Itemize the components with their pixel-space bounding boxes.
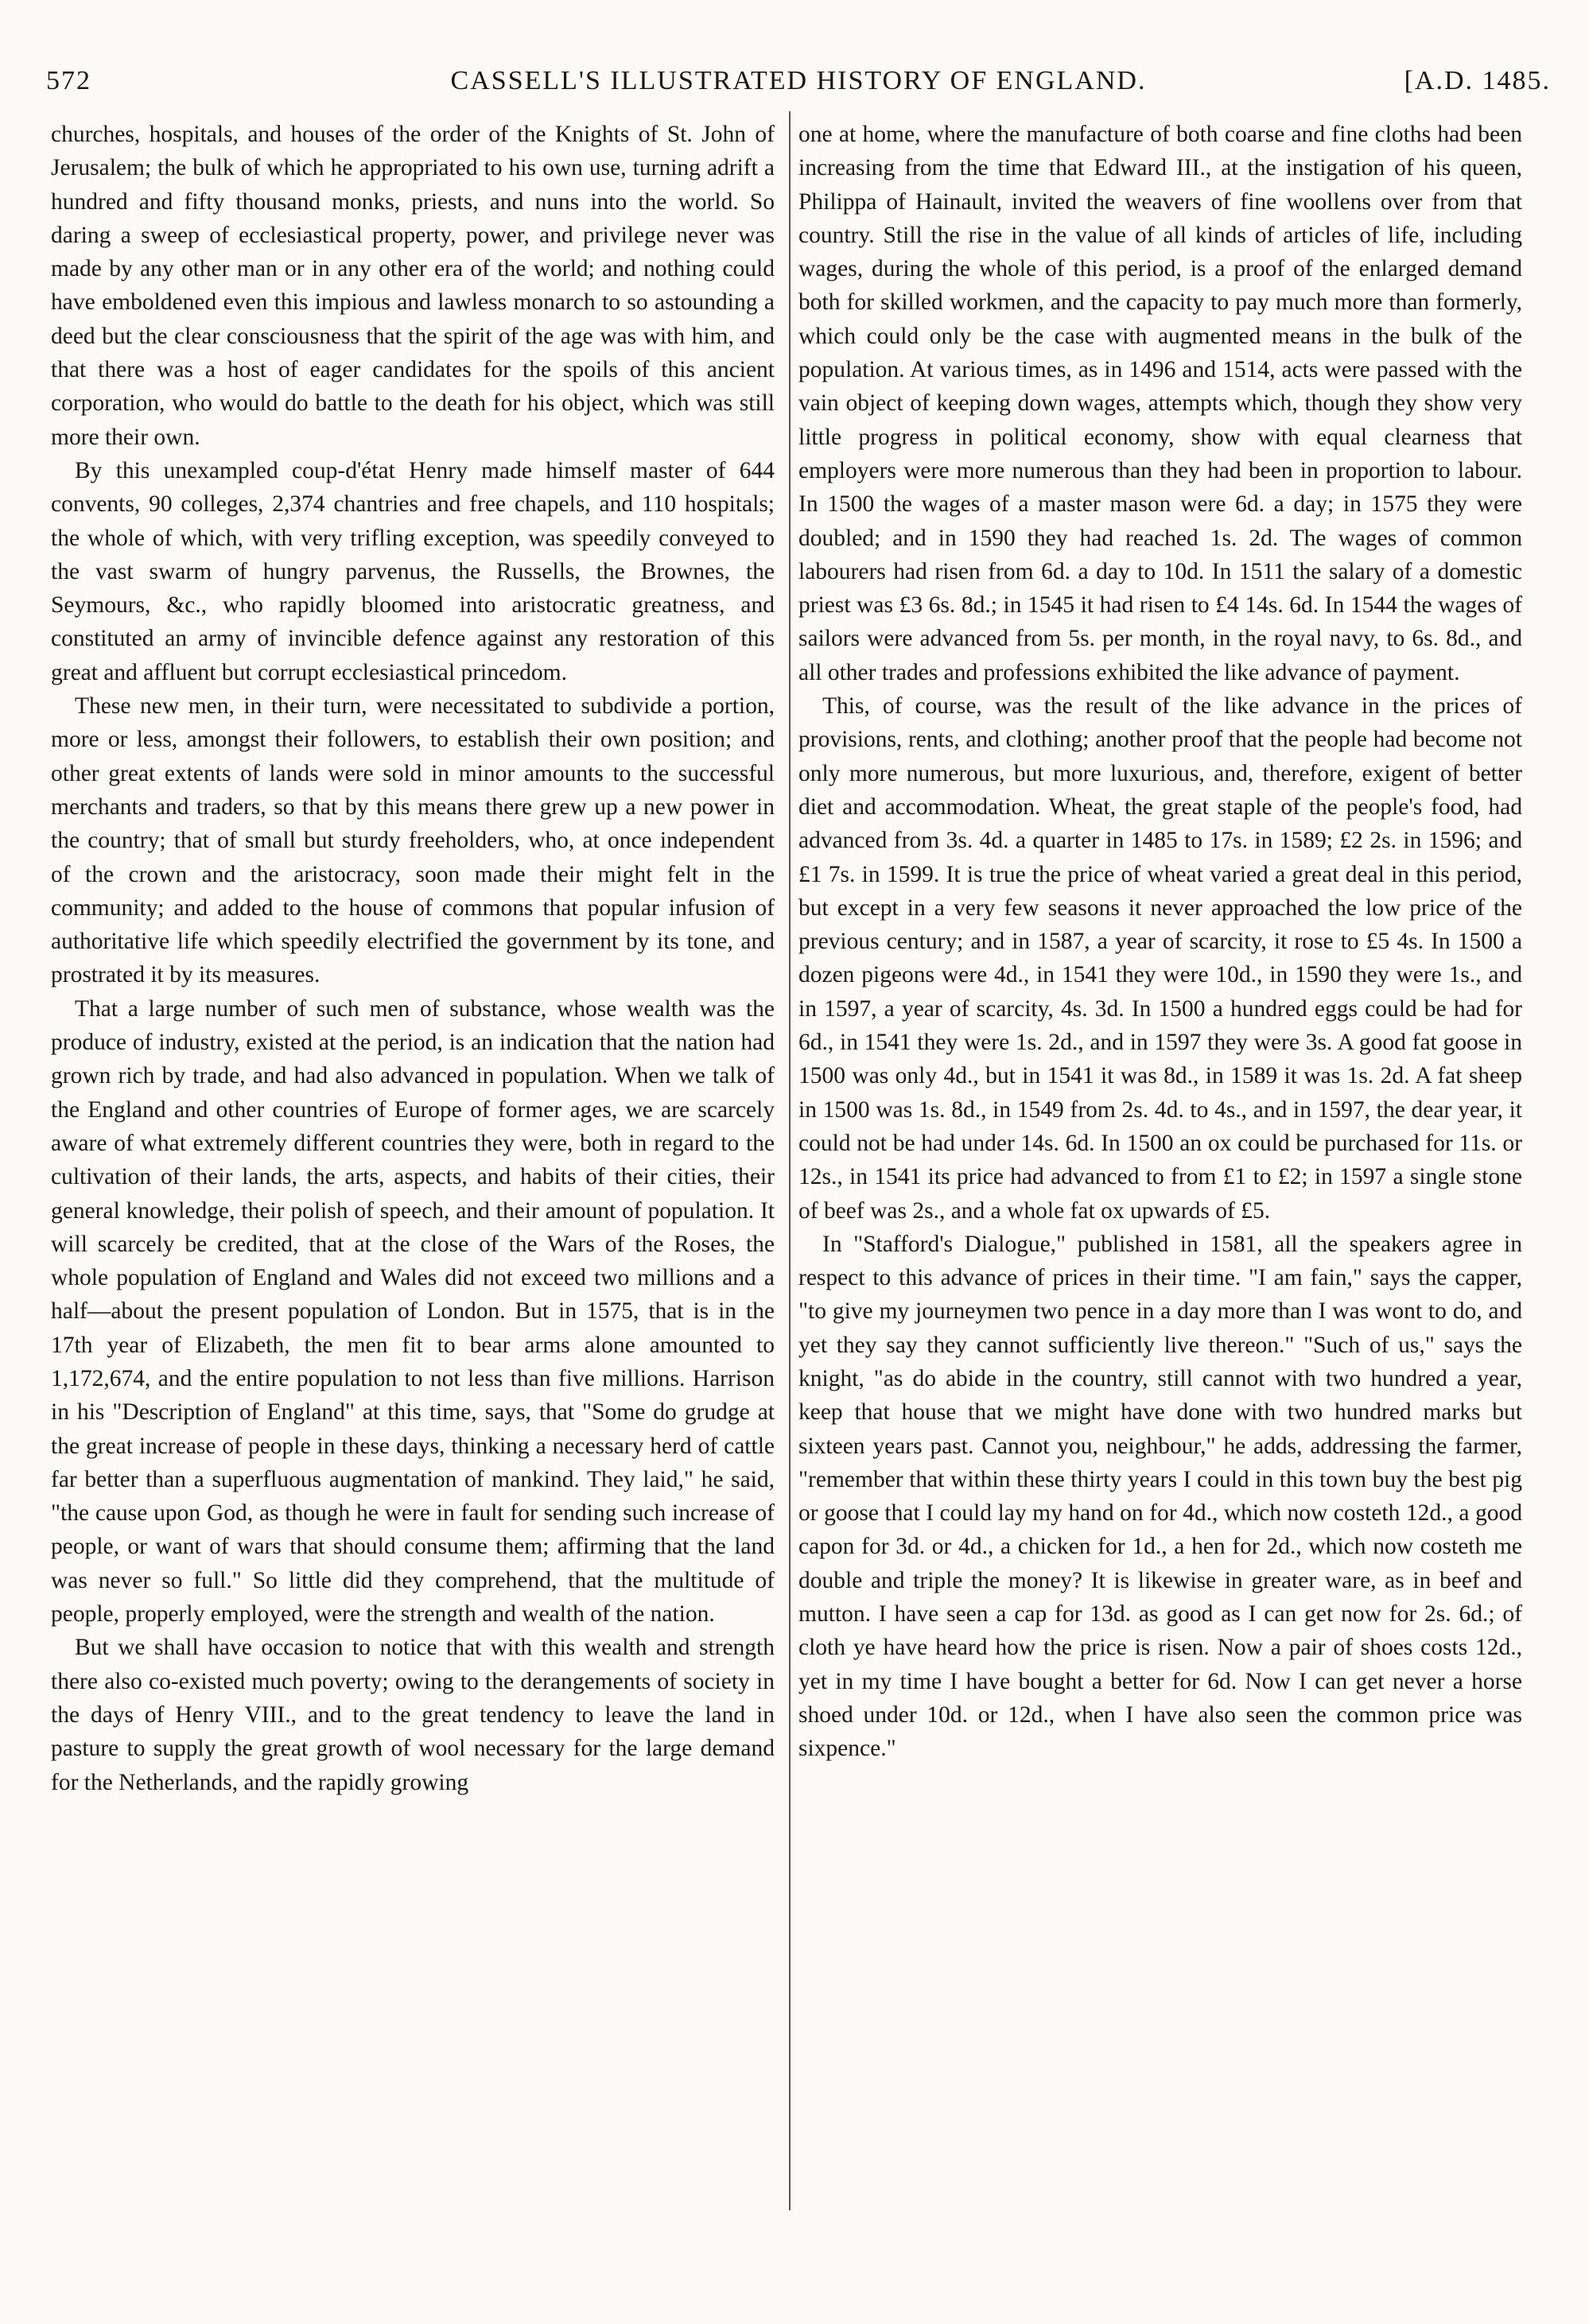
page-number: 572 (46, 66, 91, 95)
running-title: CASSELL'S ILLUSTRATED HISTORY OF ENGLAND. (450, 66, 1147, 95)
right-column (798, 118, 1522, 1766)
paragraph: churches, hospitals, and houses of the order of the Knights of St. John of Jerusalem; the bulk of which he appropriated to his own use, turning adrift a hundred and fifty thousand monks, priests, and nuns into the world. So daring a sweep of ecclesiastical property, power, and privilege never was made by any other man or in any other era of the world; and nothing could have emboldened even this impious and lawless monarch to so astounding a deed but the clear consciousness that the spirit of the age was with him, and that there was a host of eager candidates for the spoils of this ancient corporation, who would do battle to the death for his object, which was still more their own. (51, 122, 775, 450)
running-head (46, 62, 1551, 100)
paragraph: This, of course, was the result of the like advance in the prices of provisions, rents, and clothing; another proof that the people had become not only more numerous, but more luxurious, and, therefore, exigent of better diet and accommodation. Wheat, the great staple of the people's food, had advanced from 3s. 4d. a quarter in 1485 to 17s. in 1589; £2 2s. in 1596; and £1 7s. in 1599. It is true the price of wheat varied a great deal in this period, but except in a very few seasons it never approached the low price of the previous century; and in 1587, a year of scarcity, it rose to £5 4s. In 1500 a dozen pigeons were 4d., in 1541 they were 10d., in 1590 they were 1s., and in 1597, a year of scarcity, 4s. 3d. In 1500 a hundred eggs could be had for 6d., in 1541 they were 1s. 2d., and in 1597 they were 3s. A good fat goose in 1500 was only 4d., but in 1541 it was 8d., in 1589 it was 1s. 2d. A fat sheep in 1500 was 1s. 8d., in 1549 from 2s. 4d. to 4s., and in 1597, the dear year, it could not be had under 14s. 6d. In 1500 an ox could be purchased for 11s. or 12s., in 1541 its price had advanced to from £1 to £2; in 1597 a single stone of beef was 2s., and a whole fat ox upwards of £5. (798, 693, 1522, 1224)
paragraph: By this unexampled coup-d'état Henry made himself master of 644 convents, 90 colleges, 2,374 chantries and free chapels, and 110 hospitals; the whole of which, with very trifling exception, was speedily conveyed to the vast swarm of hungry parvenus, the Russells, the Brownes, the Seymours, &c., who rapidly bloomed into aristocratic greatness, and constituted an army of invincible defence against any restoration of this great and affluent but corrupt ecclesiastical princedom. (51, 457, 775, 685)
column-divider (789, 111, 791, 2210)
paragraph: one at home, where the manufacture of both coarse and fine cloths had been increasing from the time that Edward III., at the instigation of his queen, Philippa of Hainault, invited the weavers of fine woollens over from that country. Still the rise in the value of all kinds of articles of life, including wages, during the whole of this period, is a proof of the enlarged demand both for skilled workmen, and the capacity to pay much more than formerly, which could only be the case with augmented means in the bulk of the population. At various times, as in 1496 and 1514, acts were passed with the vain object of keeping down wages, attempts which, though they show very little progress in political economy, show with equal clearness that employers were more numerous than they had been in proportion to labour. In 1500 the wages of a master mason were 6d. a day; in 1575 they were doubled; and in 1590 they had reached 1s. 2d. The wages of common labourers had risen from 6d. a day to 10d. In 1511 the salary of a domestic priest was £3 6s. 8d.; in 1545 it had risen to £4 14s. 6d. In 1544 the wages of sailors were advanced from 5s. per month, in the royal navy, to 6s. 8d., and all other trades and professions exhibited the like advance of payment. (798, 122, 1522, 685)
paragraph: That a large number of such men of substance, whose wealth was the produce of industry, existed at the period, is an indication that the nation had grown rich by trade, and had also advanced in population. When we talk of the England and other countries of Europe of former ages, we are scarcely aware of what extremely different countries they were, both in regard to the cultivation of their lands, the arts, aspects, and habits of their cities, their general knowledge, their polish of speech, and their amount of population. It will scarcely be credited, that at the close of the Wars of the Roses, the whole population of England and Wales did not exceed two millions and a half—about the present population of London. But in 1575, that is in the 17th year of Elizabeth, the men fit to bear arms alone amounted to 1,172,674, and the entire population to not less than five millions. Harrison in his "Description of England" at this time, says, that "Some do grudge at the great increase of people in these days, thinking a necessary herd of cattle far better than a superfluous augmentation of mankind. They laid," he said, "the cause upon God, as though he were in fault for sending such increase of people, or want of wars that should consume them; affirming that the land was never so full." So little did they comprehend, that the multitude of people, properly employed, were the strength and wealth of the nation. (51, 995, 775, 1628)
paragraph: These new men, in their turn, were necessitated to subdivide a portion, more or less, amongst their followers, to establish their own position; and other great extents of lands were sold in minor amounts to the successful merchants and traders, so that by this means there grew up a new power in the country; that of small but sturdy freeholders, who, at once independent of the crown and the aristocracy, soon made their might felt in the community; and added to the house of commons that popular infusion of authoritative life which speedily electrified the government by its tone, and prostrated it by its measures. (51, 693, 775, 988)
left-column (51, 118, 775, 1799)
running-date: [A.D. 1485. (1404, 66, 1551, 95)
paragraph: In "Stafford's Dialogue," published in 1581, all the speakers agree in respect to this advance of prices in their time. "I am fain," says the capper, "to give my journeymen two pence in a day more than I was wont to do, and yet they say they cannot sufficiently live thereon." "Such of us," says the knight, "as do abide in the country, still cannot with two hundred a year, keep that house that we might have done with two hundred marks but sixteen years past. Cannot you, neighbour," he adds, addressing the farmer, "remember that within these thirty years I could in this town buy the best pig or goose that I could lay my hand on for 4d., which now costeth 12d., a good capon for 3d. or 4d., a chicken for 1d., a hen for 2d., which now costeth me double and triple the money? It is likewise in greater ware, as in beef and mutton. I have seen a cap for 13d. as good as I can get now for 2s. 6d.; of cloth ye have heard how the price is risen. Now a pair of shoes costs 12d., yet in my time I have bought a better for 6d. Now I can get never a horse shoed under 10d. or 12d., when I have also seen the common price was sixpence." (798, 1231, 1522, 1762)
paragraph: But we shall have occasion to notice that with this wealth and strength there also co-existed much poverty; owing to the derangements of society in the days of Henry VIII., and to the great tendency to leave the land in pasture to supply the great growth of wool necessary for the large demand for the Netherlands, and the rapidly growing (51, 1635, 775, 1795)
